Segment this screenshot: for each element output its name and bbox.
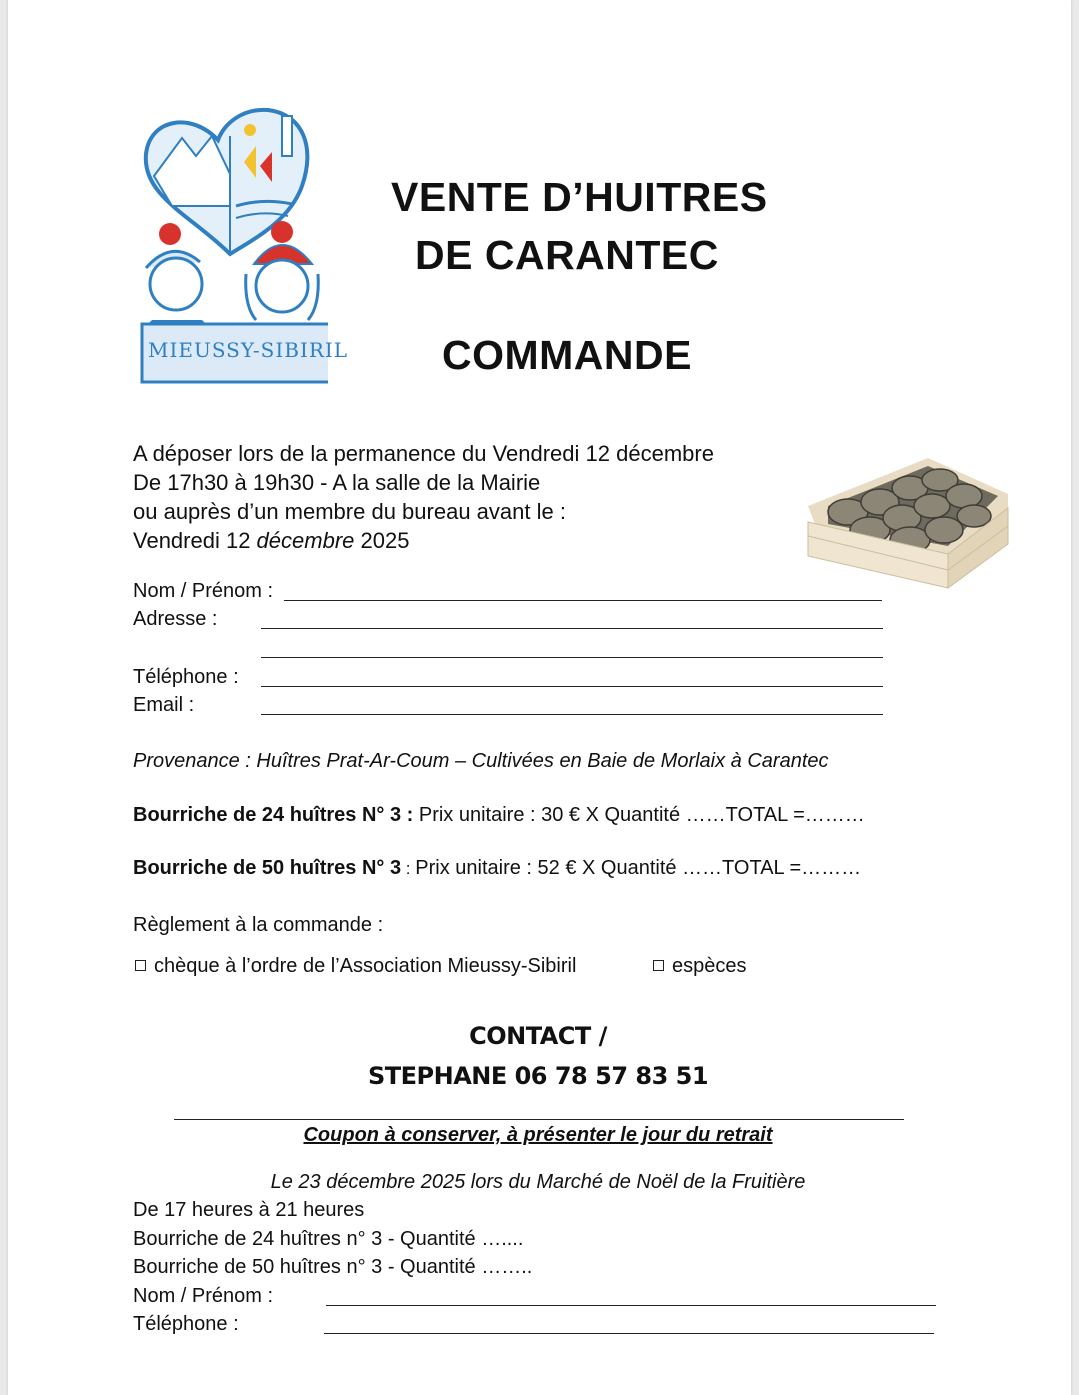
- subtitle-commande: COMMANDE: [442, 332, 692, 378]
- provenance-text: Provenance : Huîtres Prat-Ar-Coum – Cultivées en Baie de Morlaix à Carantec: [133, 750, 829, 772]
- payment-option-cheque[interactable]: chèque à l’ordre de l’Association Mieussy-Sibiril: [135, 955, 576, 978]
- product-50: Bourriche de 50 huîtres N° 3 : Prix unitaire : 52 € X Quantité ……TOTAL =………: [133, 857, 862, 879]
- phone-field[interactable]: [261, 686, 883, 687]
- intro-text: [133, 439, 714, 555]
- address-label: Adresse :: [133, 608, 218, 630]
- contact-title: CONTACT /: [469, 1022, 607, 1050]
- address-field-2[interactable]: [261, 657, 883, 658]
- product-24-name: Bourriche de 24 huîtres N° 3 :: [133, 804, 414, 826]
- cheque-checkbox[interactable]: [135, 960, 146, 971]
- product-50-name: Bourriche de 50 huîtres N° 3: [133, 857, 402, 879]
- intro-line-4: Vendredi 12 décembre 2025: [133, 528, 410, 553]
- email-label: Email :: [133, 694, 195, 716]
- coupon-hours: De 17 heures à 21 heures: [133, 1199, 365, 1221]
- product-24-detail: Prix unitaire : 30 € X Quantité ……TOTAL =………: [413, 804, 865, 826]
- intro-line-3: ou auprès d’un membre du bureau avant le :: [133, 499, 566, 524]
- intro-line-1: A déposer lors de la permanence du Vendredi 12 décembre: [133, 441, 714, 466]
- coupon-name-label: Nom / Prénom :: [133, 1285, 274, 1307]
- name-label: Nom / Prénom :: [133, 580, 274, 602]
- coupon-item-50: Bourriche de 50 huîtres n° 3 - Quantité ……..: [133, 1256, 533, 1278]
- product-24: [133, 804, 865, 827]
- email-field[interactable]: [261, 714, 883, 715]
- cut-line-divider: [174, 1119, 904, 1120]
- payment-label: Règlement à la commande :: [133, 914, 384, 936]
- payment-option-cash[interactable]: espèces: [653, 955, 747, 978]
- cash-checkbox[interactable]: [653, 960, 664, 971]
- title-line-1: VENTE D’HUITRES: [391, 174, 768, 220]
- oyster-crate-image: [798, 436, 1012, 600]
- coupon-title: Coupon à conserver, à présenter le jour du retrait: [303, 1124, 773, 1146]
- product-50-detail: Prix unitaire : 52 € X Quantité ……TOTAL =………: [415, 857, 862, 879]
- address-field-1[interactable]: [261, 628, 883, 629]
- phone-label: Téléphone :: [133, 666, 239, 688]
- coupon-name-field[interactable]: [326, 1305, 936, 1306]
- title-line-2: DE CARANTEC: [415, 232, 719, 278]
- document-page: [8, 0, 1071, 1395]
- coupon-item-24: Bourriche de 24 huîtres n° 3 - Quantité …....: [133, 1228, 524, 1250]
- coupon-phone-field[interactable]: [324, 1333, 934, 1334]
- association-logo: [132, 106, 349, 388]
- intro-line-2: De 17h30 à 19h30 - A la salle de la Mairie: [133, 470, 541, 495]
- logo-text: MIEUSSY-SIBIRIL: [148, 338, 349, 362]
- contact-phone: STEPHANE 06 78 57 83 51: [367, 1062, 709, 1090]
- name-field[interactable]: [284, 600, 882, 601]
- coupon-date-line: Le 23 décembre 2025 lors du Marché de Noël de la Fruitière: [270, 1171, 806, 1193]
- coupon-phone-label: Téléphone :: [133, 1313, 239, 1335]
